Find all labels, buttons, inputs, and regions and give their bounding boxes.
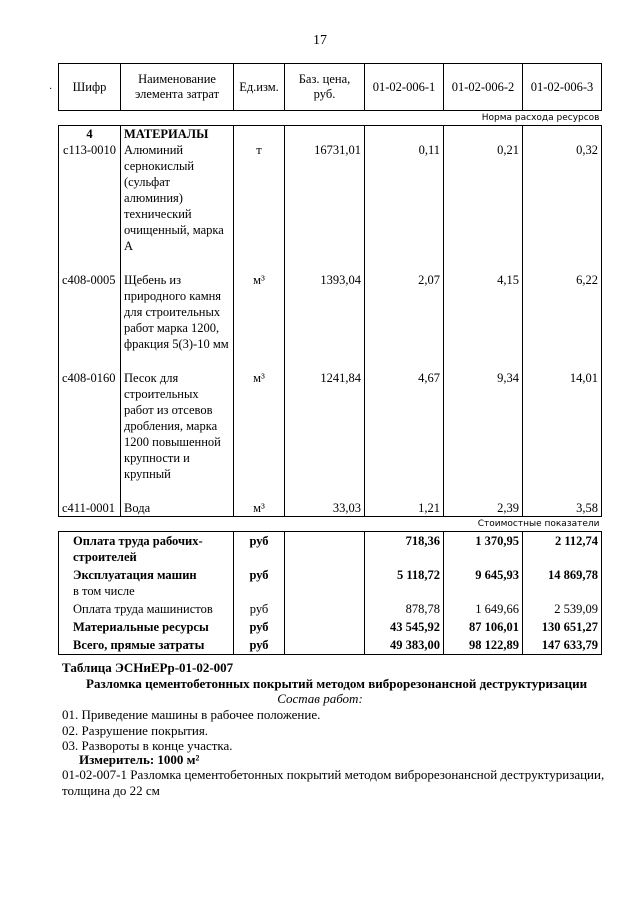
- summary-v2: 1 370,95: [444, 532, 523, 567]
- material-unit: м³: [234, 500, 285, 517]
- norm-label-row: [59, 111, 602, 126]
- material-v3: 6,22: [523, 272, 602, 352]
- table-spacer: [59, 352, 602, 370]
- material-code: 4 с113-0010: [59, 126, 121, 255]
- summary-label: Эксплуатация машин в том числе: [59, 566, 234, 600]
- table-row: [59, 126, 602, 255]
- work-item: 03. Развороты в конце участка.: [62, 738, 233, 753]
- summary-unit: руб: [234, 532, 285, 567]
- material-price: 16731,01: [285, 126, 365, 255]
- work-item: 02. Разрушение покрытия.: [62, 723, 209, 738]
- material-v3: 14,01: [523, 370, 602, 482]
- table-spacer: [59, 482, 602, 500]
- material-name: Вода: [121, 500, 234, 517]
- summary-row-total: [59, 636, 602, 655]
- cost-label: Стоимостные показатели: [59, 517, 602, 532]
- header-base-price: Баз. цена, руб.: [285, 64, 365, 111]
- summary-row-materials: [59, 618, 602, 636]
- material-unit: м³: [234, 370, 285, 482]
- material-v1: 0,11: [365, 126, 444, 255]
- next-table-subtitle: Разломка цементобетонных покрытий методом виброрезонансной деструктуризации: [86, 676, 588, 691]
- material-price: 33,03: [285, 500, 365, 517]
- meter-label: Измеритель: 1000 м²: [79, 752, 200, 767]
- header-code: Шифр: [59, 64, 121, 111]
- table-row: [59, 370, 602, 482]
- material-unit: м³: [234, 272, 285, 352]
- material-v2: 2,39: [444, 500, 523, 517]
- summary-v3: 14 869,78: [523, 566, 602, 600]
- summary-unit: руб: [234, 618, 285, 636]
- material-code: с408-0160: [59, 370, 121, 482]
- summary-v3: 2 539,09: [523, 600, 602, 618]
- norm-label: Норма расхода ресурсов: [59, 111, 602, 126]
- summary-v1: 718,36: [365, 532, 444, 567]
- material-name: Щебень из природного камня для строительных работ марка 1200, фракция 5(3)-10 мм: [121, 272, 234, 352]
- header-col3: 01-02-006-3: [523, 64, 602, 111]
- summary-v2: 1 649,66: [444, 600, 523, 618]
- header-name: Наименование элемента затрат: [121, 64, 234, 111]
- margin-mark: ·: [49, 84, 53, 95]
- table-spacer: [59, 254, 602, 272]
- next-table-title: Таблица ЭСНиЕРр-01-02-007: [62, 660, 234, 675]
- material-v1: 1,21: [365, 500, 444, 517]
- summary-v3: 130 651,27: [523, 618, 602, 636]
- summary-label: Оплата труда машинистов: [59, 600, 234, 618]
- summary-row-labor: [59, 532, 602, 567]
- material-v3: 0,32: [523, 126, 602, 255]
- summary-label: Оплата труда рабочих-строителей: [59, 532, 234, 567]
- material-v2: 9,34: [444, 370, 523, 482]
- material-code: с408-0005: [59, 272, 121, 352]
- summary-v1: 43 545,92: [365, 618, 444, 636]
- material-price: 1241,84: [285, 370, 365, 482]
- table-row: [59, 500, 602, 517]
- material-name: Песок для строительных работ из отсевов дробления, марка 1200 повышенной крупности и крупный: [121, 370, 234, 482]
- material-v1: 2,07: [365, 272, 444, 352]
- material-v1: 4,67: [365, 370, 444, 482]
- header-col2: 01-02-006-2: [444, 64, 523, 111]
- material-v3: 3,58: [523, 500, 602, 517]
- summary-v1: 878,78: [365, 600, 444, 618]
- header-unit: Ед.изм.: [234, 64, 285, 111]
- summary-unit: руб: [234, 566, 285, 600]
- table-header-row: [59, 64, 602, 111]
- table-row: [59, 272, 602, 352]
- cost-label-row: [59, 517, 602, 532]
- including-label: в том числе: [73, 584, 135, 598]
- summary-v1: 49 383,00: [365, 636, 444, 655]
- material-code: с411-0001: [59, 500, 121, 517]
- composition-label: Состав работ:: [277, 691, 363, 706]
- material-unit: т: [234, 126, 285, 255]
- work-item: 01. Приведение машины в рабочее положение.: [62, 707, 321, 722]
- summary-label: Материальные ресурсы: [59, 618, 234, 636]
- section-code: 4: [86, 127, 93, 141]
- summary-v3: 2 112,74: [523, 532, 602, 567]
- summary-row-operators: [59, 600, 602, 618]
- summary-v1: 5 118,72: [365, 566, 444, 600]
- item-description: 01-02-007-1 Разломка цементобетонных покрытий методом виброрезонансной деструктуризации, толщина до 22 см: [62, 767, 605, 798]
- page-number: 17: [313, 33, 327, 48]
- material-v2: 4,15: [444, 272, 523, 352]
- material-price: 1393,04: [285, 272, 365, 352]
- summary-unit: руб: [234, 636, 285, 655]
- material-v2: 0,21: [444, 126, 523, 255]
- header-col1: 01-02-006-1: [365, 64, 444, 111]
- summary-v3: 147 633,79: [523, 636, 602, 655]
- summary-row-machines: [59, 566, 602, 600]
- section-title: МАТЕРИАЛЫ: [124, 127, 209, 141]
- summary-v2: 9 645,93: [444, 566, 523, 600]
- summary-label: Всего, прямые затраты: [59, 636, 234, 655]
- material-name: МАТЕРИАЛЫ Алюминий сернокислый (сульфат алюминия) технический очищенный, марка А: [121, 126, 234, 255]
- resource-table: [58, 63, 602, 655]
- summary-v2: 98 122,89: [444, 636, 523, 655]
- summary-unit: руб: [234, 600, 285, 618]
- summary-v2: 87 106,01: [444, 618, 523, 636]
